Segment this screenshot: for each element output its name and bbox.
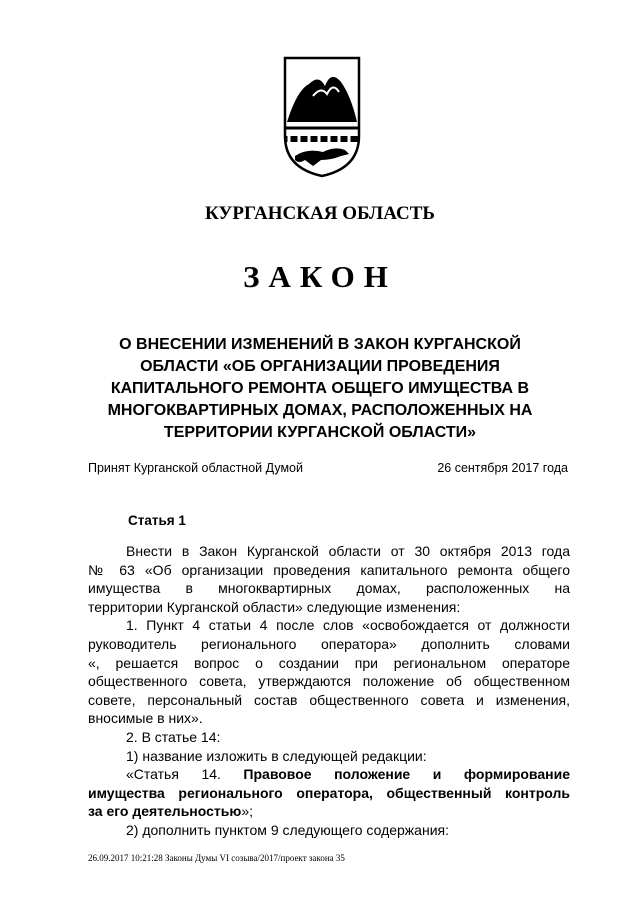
article-line <box>88 542 570 561</box>
title-line: О ВНЕСЕНИИ ИЗМЕНЕНИЙ В ЗАКОН КУРГАНСКОЙ <box>119 336 521 353</box>
article-line <box>88 765 570 784</box>
title-line: ОБЛАСТИ «ОБ ОРГАНИЗАЦИИ ПРОВЕДЕНИЯ <box>140 358 500 375</box>
article-line-text: 1. Пункт 4 статьи 4 после слов «освобождается от должности <box>126 617 570 634</box>
article-line-bold-text: Правовое положение и формирование <box>220 766 570 783</box>
article-line-text: Внести в Закон Курганской области от 30 октября 2013 года <box>126 543 570 559</box>
article-line <box>88 821 570 840</box>
title-line: МНОГОКВАРТИРНЫХ ДОМАХ, РАСПОЛОЖЕННЫХ НА <box>107 402 533 419</box>
article-line <box>88 784 570 803</box>
coat-of-arms-icon <box>283 56 361 178</box>
article-line-text: 2. В статье 14: <box>126 728 221 745</box>
article-line <box>88 579 570 598</box>
law-title <box>95 334 545 444</box>
article-line-text: имущества регионального оператора, общественный контроль <box>88 784 570 801</box>
article-line-text: за его деятельностью <box>88 803 242 820</box>
article-line-text: совете, персональный состав общественного совета и изменения, <box>88 691 570 708</box>
article-line <box>88 728 570 747</box>
article-line-text: имущества в многоквартирных домах, расположенных на <box>88 580 570 597</box>
adoption-date: 26 сентября 2017 года <box>437 461 568 475</box>
article-line-text: вносимые в них». <box>88 710 203 727</box>
article-line-text: 2) дополнить пунктом 9 следующего содержания: <box>126 821 449 838</box>
article-line-text: «Статья 14. <box>126 766 221 783</box>
article-line <box>88 691 570 710</box>
footer-path: 26.09.2017 10:21:28 Законы Думы VI созыва/2017/проект закона 35 <box>88 853 345 863</box>
article-line <box>88 709 570 728</box>
article-line-text: 1) название изложить в следующей редакции: <box>126 747 427 764</box>
article-body <box>88 542 570 840</box>
article-line <box>88 635 570 654</box>
article-line <box>88 598 570 617</box>
article-line <box>88 616 570 635</box>
document-type: ЗАКОН <box>243 259 397 294</box>
article-line <box>88 802 570 821</box>
article-line <box>88 654 570 673</box>
title-line: ТЕРРИТОРИИ КУРГАНСКОЙ ОБЛАСТИ» <box>163 424 477 441</box>
adopted-by: Принят Курганской областной Думой <box>88 461 303 475</box>
article-line-tail: »; <box>241 803 254 820</box>
article-heading: Статья 1 <box>128 513 186 528</box>
article-line <box>88 672 570 691</box>
article-line-text: общественного совета, утверждаются положение об общественном <box>88 673 570 690</box>
article-line-text: «, решается вопрос о создании при региональном операторе <box>88 654 570 671</box>
article-line-text: руководитель регионального оператора» дополнить словами <box>88 635 570 652</box>
article-line <box>88 561 570 580</box>
article-line-text: № 63 «Об организации проведения капитального ремонта общего <box>88 561 570 578</box>
region-name: КУРГАНСКАЯ ОБЛАСТЬ <box>205 203 435 224</box>
article-line <box>88 747 570 766</box>
article-line-text: территории Курганской области» следующие изменения: <box>88 598 461 615</box>
title-line: КАПИТАЛЬНОГО РЕМОНТА ОБЩЕГО ИМУЩЕСТВА В <box>110 380 530 397</box>
